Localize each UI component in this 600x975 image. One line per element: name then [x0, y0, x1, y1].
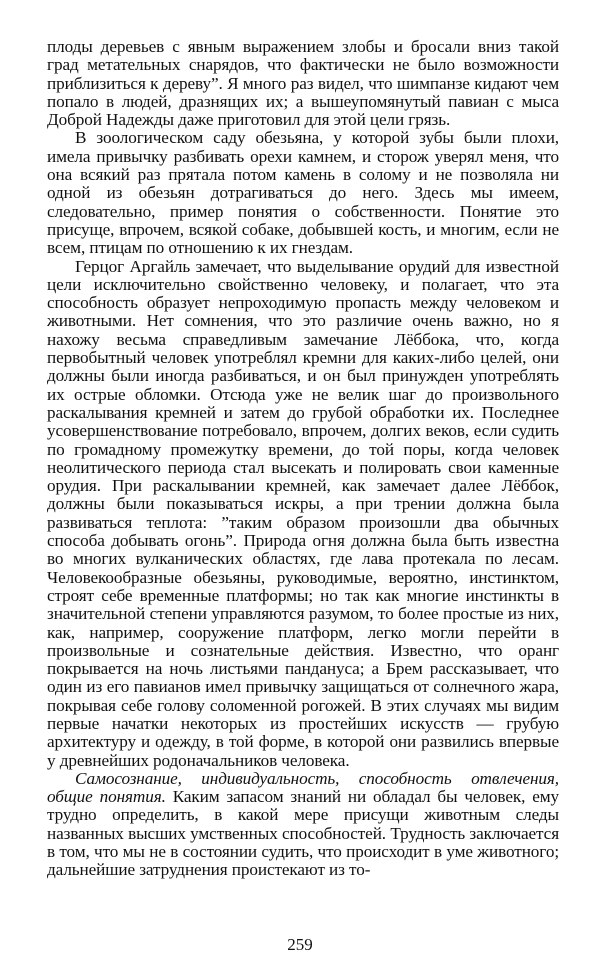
paragraph-1-text: плоды деревьев с явным выражением злобы и бросали вниз такой град метательных снарядов, что фактически не было возможности приблизиться к дереву”. Я много раз видел, что шимпанзе кидают чем попало в людей, дразнящих их; а вышеупомянутый павиан с мыса Доброй Надежды даже приготовил для этой цели грязь. — [47, 37, 559, 130]
paragraph-2-text: В зоологическом саду обезьяна, у которой зубы были плохи, имела привычку разбивать орехи камнем, и сторож уверял меня, что она всякий раз прятала потом камень в солому и не позволяла ни одной из обезьян дотрагиваться до него. Здесь мы имеем, следовательно, пример понятия о собственности. Понятие это присуще, впрочем, всякой собаке, добывшей кость, и многим, если не всем, птицам по отношению к их гнездам. — [47, 128, 559, 258]
paragraph-3 — [47, 258, 559, 770]
paragraph-4-italic-heading: Самосознание, индивидуальность, способность отвлечения, общие понятия. — [47, 768, 559, 807]
paragraph-3-text: Герцог Аргайль замечает, что выделывание орудий для известной цели исключительно свойственно человеку, и полагает, что эта способность образует непроходимую пропасть между человеком и животными. Нет сомнения, что это различие очень важно, но я нахожу весьма справедливым замечание Лёббока, что, когда первобытный человек употреблял кремни для каких-либо целей, они должны были иногда разбиваться, и он был принужден употреблять их острые обломки. Отсюда уже не велик шаг до произвольного раскалывания кремней и затем до грубой обработки их. Последнее усовершенствование потребовало, впрочем, долгих веков, если судить по громадному промежутку времени, до той поры, когда человек неолитического периода стал высекать и полировать свои каменные орудия. При раскалывании кремней, как замечает далее Лёббок, должны были показываться искры, а при трении должна была развиваться теплота: ”таким образом произошли два обычных способа добывать огонь”. Природа огня должна была быть известна во многих вулканических областях, где лава протекала по лесам. Человекообразные обезьяны, руководимые, вероятно, инстинктом, строят себе временные платформы; но так как многие инстинкты в значительной степени управляются разумом, то более простые из них, как, например, сооружение платформ, легко могли перейти в произвольные и сознательные действия. Известно, что оранг покрывается на ночь листьями пандануса; а Брем рассказывает, что один из его павианов имел привычку защищаться от солнечного жара, покрывая себе голову соломенной рогожей. В этих случаях мы видим первые начатки некоторых из простейших искусств — грубую архитектуру и одежду, в той форме, в которой они развились впервые у древнейших родоначальников человека. — [47, 256, 559, 770]
page-body — [47, 38, 559, 880]
paragraph-1 — [47, 38, 559, 129]
paragraph-4-text: Каким запасом знаний ни обладал бы человек, ему трудно определить, в какой мере присущи животным следы названных высших умственных способностей. Трудность заключается в том, что мы не в состоянии судить, что происходит в уме животного; дальнейшие затруднения проистекают из то- — [47, 787, 559, 880]
paragraph-4 — [47, 770, 559, 880]
page-number: 259 — [287, 935, 313, 954]
paragraph-2 — [47, 129, 559, 257]
